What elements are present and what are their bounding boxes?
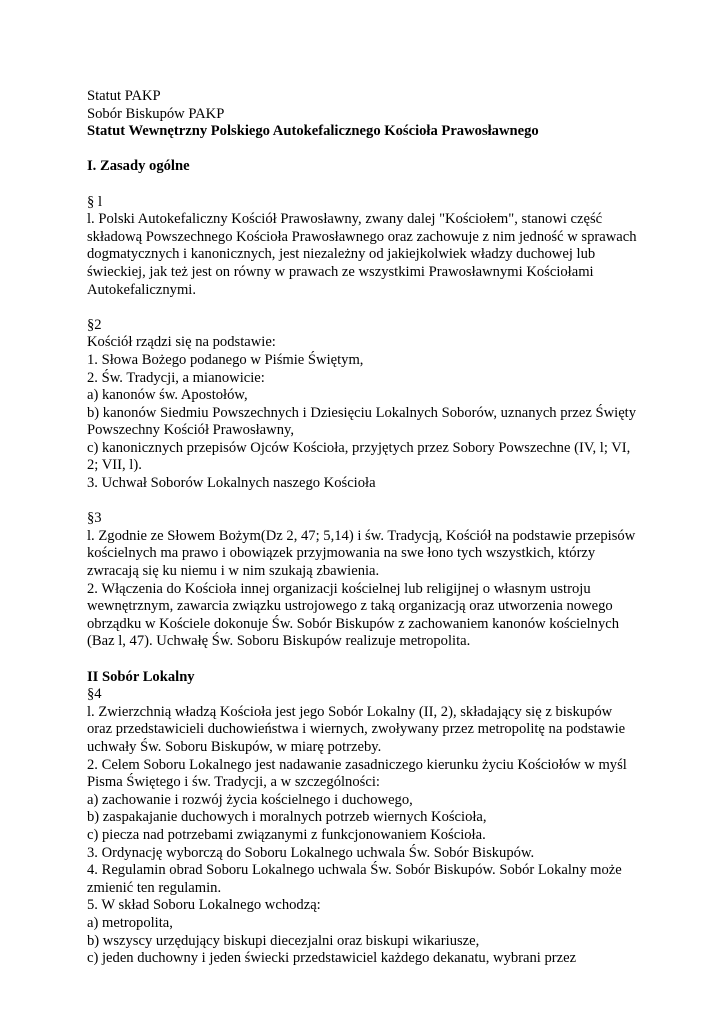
paragraph-mark: § l	[87, 193, 102, 210]
text-line: Powszechny Kościół Prawosławny,	[87, 422, 294, 439]
text-line: b) kanonów Siedmiu Powszechnych i Dziesięciu Lokalnych Soborów, uznanych przez Święty	[87, 404, 637, 421]
header-line-2: Sobór Biskupów PAKP	[87, 105, 225, 122]
text-line: kościelnych ma prawo i obowiązek przyjmowania na swe łono tych wszystkich, którzy	[87, 545, 596, 562]
blank-line	[87, 141, 672, 159]
text-line: l. Zwierzchnią władzą Kościoła jest jego Sobór Lokalny (II, 2), składający się z biskupów	[87, 703, 613, 720]
text-line: c) jeden duchowny i jeden świecki przedstawiciel każdego dekanatu, wybrani przez	[87, 950, 577, 967]
text-line: c) kanonicznych przepisów Ojców Kościoła, przyjętych przez Sobory Powszechne (IV, l; VI,	[87, 439, 631, 456]
text-line: zwracają się ku niemu i w nim szukają zbawienia.	[87, 563, 380, 580]
text-line: świeckiej, jak też jest on równy w prawach ze wszystkimi Prawosławnymi Kościołami	[87, 263, 594, 280]
paragraph-4	[87, 686, 672, 968]
text-line: a) zachowanie i rozwój życia kościelnego i duchowego,	[87, 791, 413, 808]
text-line: (Baz l, 47). Uchwałę Św. Soboru Biskupów realizuje metropolita.	[87, 633, 471, 650]
text-line: Pisma Świętego i św. Tradycji, a w szczególności:	[87, 774, 380, 791]
chapter-2-heading: II Sobór Lokalny	[87, 668, 195, 685]
text-line: 5. W skład Soboru Lokalnego wchodzą:	[87, 897, 321, 914]
blank-line	[87, 493, 672, 511]
document-page	[87, 88, 672, 968]
text-line: Kościół rządzi się na podstawie:	[87, 334, 276, 351]
text-line: zmienić ten regulamin.	[87, 879, 222, 896]
text-line: uchwały Św. Soboru Biskupów, w miarę potrzeby.	[87, 738, 382, 755]
text-line: 2; VII, l).	[87, 457, 142, 474]
text-line: a) kanonów św. Apostołów,	[87, 387, 248, 404]
paragraph-mark: §3	[87, 510, 102, 527]
text-line: 3. Uchwał Soborów Lokalnych naszego Kościoła	[87, 475, 376, 492]
paragraph-2	[87, 317, 672, 493]
header-line-1: Statut PAKP	[87, 88, 161, 104]
paragraph-mark: §4	[87, 686, 102, 703]
text-line: l. Polski Autokefaliczny Kościół Prawosławny, zwany dalej "Kościołem", stanowi część	[87, 211, 603, 228]
text-line: składową Powszechnego Kościoła Prawosławnego oraz zachowuje z nim jedność w sprawach	[87, 228, 637, 245]
text-line: 2. Św. Tradycji, a mianowicie:	[87, 369, 265, 386]
text-line: oraz przedstawicieli duchowieństwa i wiernych, zwoływany przez metropolitę na podstawie	[87, 721, 626, 738]
text-line: dogmatycznych i kanonicznych, jest niezależny od jakiejkolwiek władzy duchowej lub	[87, 246, 596, 263]
text-line: obrządku w Kościele dokonuje Św. Sobór Biskupów z zachowaniem kanonów kościelnych	[87, 615, 620, 632]
document-title: Statut Wewnętrzny Polskiego Autokefalicznego Kościoła Prawosławnego	[87, 123, 539, 140]
text-line: b) zaspakajanie duchowych i moralnych potrzeb wiernych Kościoła,	[87, 809, 487, 826]
paragraph-mark: §2	[87, 316, 102, 333]
blank-line	[87, 299, 672, 317]
paragraph-1	[87, 194, 672, 300]
document-header	[87, 88, 672, 141]
text-line: 3. Ordynację wyborczą do Soboru Lokalnego uchwala Św. Sobór Biskupów.	[87, 844, 535, 861]
text-line: c) piecza nad potrzebami związanymi z funkcjonowaniem Kościoła.	[87, 826, 486, 843]
text-line: 4. Regulamin obrad Soboru Lokalnego uchwala Św. Sobór Biskupów. Sobór Lokalny może	[87, 862, 622, 879]
text-line: wewnętrznym, zawarcia związku ustrojowego z taką organizacją oraz utworzenia nowego	[87, 598, 613, 615]
blank-line	[87, 176, 672, 194]
text-line: Autokefalicznymi.	[87, 281, 197, 298]
text-line: b) wszyscy urzędujący biskupi diecezjalni oraz biskupi wikariusze,	[87, 932, 480, 949]
text-line: l. Zgodnie ze Słowem Bożym(Dz 2, 47; 5,14) i św. Tradycją, Kościół na podstawie przepisów	[87, 527, 636, 544]
paragraph-3	[87, 510, 672, 651]
text-line: 2. Celem Soboru Lokalnego jest nadawanie zasadniczego kierunku życiu Kościołów w myśl	[87, 756, 627, 773]
blank-line	[87, 651, 672, 669]
text-line: a) metropolita,	[87, 914, 173, 931]
text-line: 1. Słowa Bożego podanego w Piśmie Świętym,	[87, 351, 364, 368]
text-line: 2. Włączenia do Kościoła innej organizacji kościelnej lub religijnej o własnym ustroju	[87, 580, 591, 597]
chapter-1-heading: I. Zasady ogólne	[87, 158, 190, 175]
